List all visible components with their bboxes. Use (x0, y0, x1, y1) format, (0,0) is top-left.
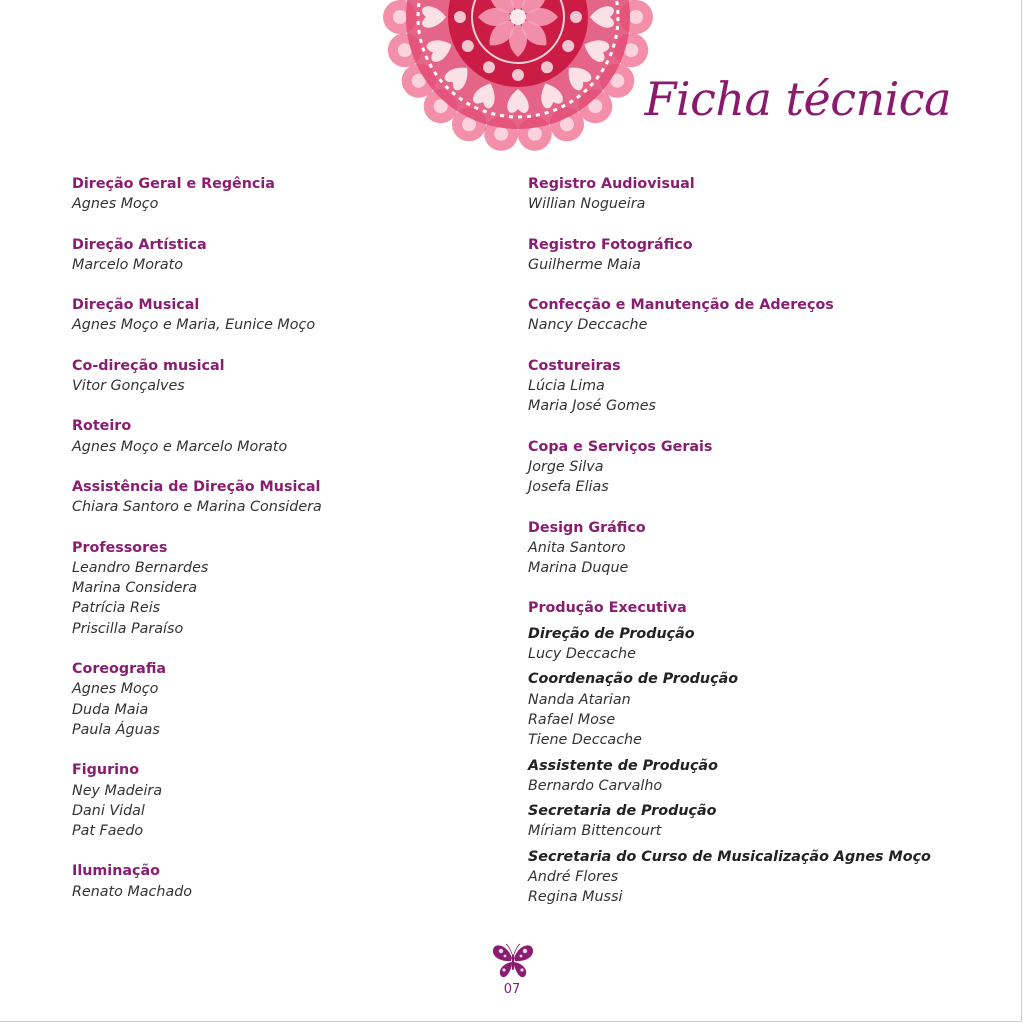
credit-name: Tiene Deccache (528, 732, 642, 749)
credit-name: Maria José Gomes (528, 398, 657, 415)
production-subheading: Secretaria de Produção (528, 803, 717, 820)
production-subheading: Secretaria do Curso de Musicalização Agnes Moço (528, 848, 931, 865)
credit-section-co-direcao-musical (72, 356, 512, 397)
credit-name: André Flores (528, 869, 619, 886)
page-number: 07 (503, 982, 521, 997)
production-subheading: Coordenação de Produção (528, 671, 739, 688)
credit-heading: Costureiras (528, 357, 621, 374)
credit-section-assistencia-de-direcao-musical (72, 477, 512, 518)
credit-section-direcao-artistica (72, 235, 512, 276)
credit-name: Marina Duque (528, 560, 629, 577)
credit-name: Lúcia Lima (528, 378, 605, 395)
credit-name: Agnes Moço e Marcelo Morato (72, 438, 288, 455)
credit-name: Patrícia Reis (72, 600, 161, 617)
credit-heading: Professores (72, 539, 168, 556)
credit-heading: Figurino (72, 762, 140, 779)
credit-heading: Direção Musical (72, 297, 200, 314)
credit-heading: Copa e Serviços Gerais (528, 438, 713, 455)
credit-section-figurino (72, 760, 512, 841)
credits-right-column (528, 174, 968, 928)
credit-name: Nanda Atarian (528, 691, 631, 708)
credit-heading: Roteiro (72, 418, 132, 435)
credit-name: Agnes Moço e Maria, Eunice Moço (72, 317, 316, 334)
credit-heading: Co-direção musical (72, 357, 225, 374)
credit-name: Vitor Gonçalves (72, 378, 185, 395)
production-subsection-secretaria-de-producao (528, 801, 968, 842)
credit-section-design-grafico (528, 518, 968, 579)
credit-heading: Iluminação (72, 863, 160, 880)
production-subsection-assistente-de-producao (528, 756, 968, 797)
credit-section-registro-fotografico (528, 235, 968, 276)
credit-name: Willian Nogueira (528, 196, 646, 213)
credit-section-professores (72, 538, 512, 639)
production-subsection-direcao-de-producao (528, 624, 968, 665)
credit-heading: Produção Executiva (528, 600, 687, 617)
credit-name: Agnes Moço (72, 196, 159, 213)
credit-section-roteiro (72, 416, 512, 457)
credit-name: Anita Santoro (528, 539, 626, 556)
credit-section-iluminacao (72, 861, 512, 902)
mandala-ornament-icon (383, 0, 653, 152)
butterfly-icon (491, 941, 535, 979)
credit-name: Paula Águas (72, 721, 160, 738)
production-subheading: Direção de Produção (528, 625, 695, 642)
credit-heading: Registro Audiovisual (528, 176, 695, 192)
credit-heading: Assistência de Direção Musical (72, 478, 321, 495)
credit-name: Rafael Mose (528, 711, 616, 728)
credit-section-registro-audiovisual (528, 174, 968, 215)
credit-section-direcao-musical (72, 295, 512, 336)
credit-heading: Direção Geral e Regência (72, 176, 275, 192)
credit-section-copa-e-servicos-gerais (528, 437, 968, 498)
credit-name: Nancy Deccache (528, 317, 648, 334)
production-subheading: Assistente de Produção (528, 757, 718, 774)
credit-name: Leandro Bernardes (72, 559, 209, 576)
credit-name: Míriam Bittencourt (528, 823, 662, 840)
credit-heading: Direção Artística (72, 236, 207, 253)
credit-name: Duda Maia (72, 701, 149, 718)
credit-name: Josefa Elias (528, 479, 609, 496)
credit-name: Pat Faedo (72, 823, 144, 840)
credit-heading: Coreografia (72, 661, 167, 678)
credit-section-coreografia (72, 659, 512, 740)
credits-left-column (72, 174, 512, 922)
credit-section-costureiras (528, 356, 968, 417)
credit-name: Dani Vidal (72, 802, 145, 819)
credit-name: Priscilla Paraíso (72, 620, 184, 637)
credit-name: Lucy Deccache (528, 646, 636, 663)
credit-name: Renato Machado (72, 883, 193, 900)
page-title: Ficha técnica (644, 72, 951, 126)
credit-name: Chiara Santoro e Marina Considera (72, 499, 322, 516)
credit-section-producao-executiva (528, 598, 968, 907)
credit-name: Guilherme Maia (528, 256, 641, 273)
credit-name: Marina Considera (72, 580, 198, 597)
credit-heading: Registro Fotográfico (528, 236, 693, 253)
credit-name: Regina Mussi (528, 889, 623, 906)
credit-name: Agnes Moço (72, 681, 159, 698)
credit-section-direcao-geral-e-regencia (72, 174, 512, 215)
credit-name: Marcelo Morato (72, 256, 183, 273)
credit-heading: Confecção e Manutenção de Adereços (528, 297, 834, 314)
production-subsection-coordenacao-de-producao (528, 669, 968, 750)
credit-name: Bernardo Carvalho (528, 777, 663, 794)
credit-heading: Design Gráfico (528, 519, 646, 536)
production-subsection-secretaria-do-curso-de-musicalizacao-agnes-moco (528, 847, 968, 908)
credit-name: Jorge Silva (528, 458, 604, 475)
credit-name: Ney Madeira (72, 782, 163, 799)
credit-section-confeccao-e-manutencao-de-aderecos (528, 295, 968, 336)
